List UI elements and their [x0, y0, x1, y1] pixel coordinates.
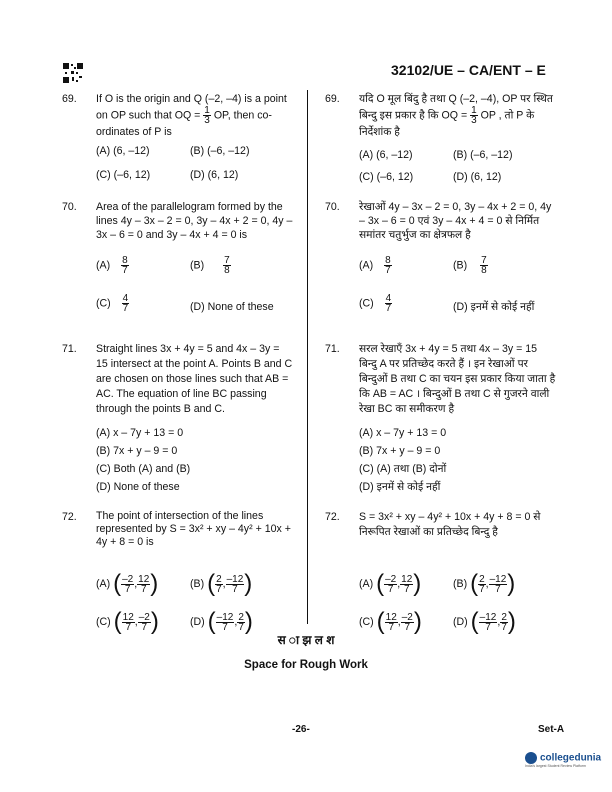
question-number: 70. — [62, 201, 77, 213]
option-c[interactable]: (C) $\frac{4}{7}$ — [96, 293, 129, 314]
option-a[interactable]: (A) (6, –12) — [359, 149, 413, 161]
question-number: 69. — [325, 93, 340, 105]
option-d[interactable]: (D) None of these — [96, 481, 180, 493]
page-number: -26- — [292, 724, 310, 735]
logo-icon — [525, 752, 537, 764]
option-b[interactable]: (B) $\frac{7}{8}$ — [190, 255, 230, 276]
option-d[interactable]: (D) ( $\frac{-12}{7}$ , $\frac{2}{7}$ ) — [190, 608, 253, 635]
question-text: सरल रेखाएँ 3x + 4y = 5 तथा 4x – 3y = 15 बिन्दु A पर प्रतिच्छेद करते हैं । इन रेखाओं पर बिन्दुओं B तथा C का चयन इस प्रकार किया जाता है कि AB = AC । बिन्दुओं B तथा C से गुजरने वाली रेखा BC का समीकरण है — [359, 343, 556, 415]
option-c[interactable]: (C) $\frac{4}{7}$ — [359, 293, 392, 314]
fraction-one-third: $\frac{1}{3}$ — [204, 105, 210, 126]
option-b[interactable]: (B) ( $\frac{2}{7}$ , $\frac{-12}{7}$ ) — [190, 570, 253, 597]
option-d[interactable]: (D) (6, 12) — [453, 171, 502, 183]
option-b[interactable]: (B) ( $\frac{2}{7}$ , $\frac{-12}{7}$ ) — [453, 570, 516, 597]
option-a[interactable]: (A) ( $\frac{-2}{7}$ , $\frac{12}{7}$ ) — [96, 570, 159, 597]
option-c[interactable]: (C) (–6, 12) — [96, 169, 151, 181]
option-d[interactable]: (D) इनमें से कोई नहीं — [453, 301, 535, 313]
option-b[interactable]: (B) 7x + y – 9 = 0 — [96, 445, 178, 457]
option-a[interactable]: (A) x – 7y + 13 = 0 — [359, 427, 447, 439]
question-number: 72. — [325, 511, 340, 523]
question-number: 70. — [325, 201, 340, 213]
option-b[interactable]: (B) 7x + y – 9 = 0 — [359, 445, 441, 457]
question-text: S = 3x² + xy – 4y² + 10x + 4y + 8 = 0 से निरूपित रेखाओं का प्रतिच्छेद बिन्दु है — [359, 511, 541, 538]
collegedunia-logo: collegedunia India's largest Student Review Platform — [525, 752, 602, 768]
question-number: 72. — [62, 511, 77, 523]
option-a[interactable]: (A) ( $\frac{-2}{7}$ , $\frac{12}{7}$ ) — [359, 570, 422, 597]
option-c[interactable]: (C) ( $\frac{12}{7}$ , $\frac{-2}{7}$ ) — [359, 608, 422, 635]
qr-code-icon — [62, 62, 84, 84]
option-b[interactable]: (B) (–6, –12) — [190, 145, 250, 157]
rough-work-hindi: स ा झ ल श — [277, 633, 335, 647]
question-text: Straight lines 3x + 4y = 5 and 4x – 3y = 15 intersect at the point A. Points B and C are chosen on those lines such that AB = AC. The equation of line BC passing through the points B and C. — [96, 343, 293, 415]
option-b[interactable]: (B) $\frac{7}{8}$ — [453, 255, 487, 276]
question-number: 71. — [325, 343, 340, 355]
option-c[interactable]: (C) ( $\frac{12}{7}$ , $\frac{-2}{7}$ ) — [96, 608, 159, 635]
fraction-one-third: $\frac{1}{3}$ — [471, 105, 477, 126]
rough-work-label: Space for Rough Work — [244, 659, 368, 671]
option-a[interactable]: (A) (6, –12) — [96, 145, 150, 157]
set-label: Set-A — [538, 724, 565, 735]
option-a[interactable]: (A) x – 7y + 13 = 0 — [96, 427, 184, 439]
option-d[interactable]: (D) (6, 12) — [190, 169, 239, 181]
option-d[interactable]: (D) इनमें से कोई नहीं — [359, 481, 441, 493]
option-a[interactable]: (A) $\frac{8}{7}$ — [96, 255, 128, 276]
question-text: यदि O मूल बिंदु है तथा Q (–2, –4), OP पर स्थित बिन्दु इस प्रकार है कि OQ = — [359, 93, 553, 122]
question-number: 69. — [62, 93, 77, 105]
option-c[interactable]: (C) (A) तथा (B) दोनों — [359, 463, 447, 475]
option-a[interactable]: (A) $\frac{8}{7}$ — [359, 255, 391, 276]
option-b[interactable]: (B) (–6, –12) — [453, 149, 513, 161]
question-text: The point of intersection of the lines represented by S = 3x² + xy – 4y² + 10x + 4y + 8 = 0 is — [96, 510, 291, 548]
option-c[interactable]: (C) (–6, 12) — [359, 171, 414, 183]
question-text: If O is the origin and Q (–2, –4) is a point on OP such that OQ = — [96, 93, 287, 122]
column-divider — [307, 90, 308, 624]
option-c[interactable]: (C) Both (A) and (B) — [96, 463, 191, 475]
option-d[interactable]: (D) ( $\frac{-12}{7}$ , $\frac{2}{7}$ ) — [453, 608, 516, 635]
question-text: Area of the parallelogram formed by the lines 4y – 3x – 2 = 0, 3y – 4x + 2 = 0, 4y – 3x – 6 = 0 and 3y – 4x + 4 = 0 is — [96, 201, 293, 241]
option-d[interactable]: (D) None of these — [190, 301, 274, 313]
question-text: OP , तो P के निर्देशांक है — [359, 109, 535, 138]
question-number: 71. — [62, 343, 77, 355]
paper-code: 32102/UE – CA/ENT – E — [391, 62, 546, 78]
question-text: रेखाओं 4y – 3x – 2 = 0, 3y – 4x + 2 = 0, 4y – 3x – 6 = 0 एवं 3y – 4x + 4 = 0 से निर्मित समांतर चतुर्भुज का क्षेत्रफल है — [359, 201, 552, 241]
question-text: OP, then co-ordinates of P is — [96, 109, 272, 138]
